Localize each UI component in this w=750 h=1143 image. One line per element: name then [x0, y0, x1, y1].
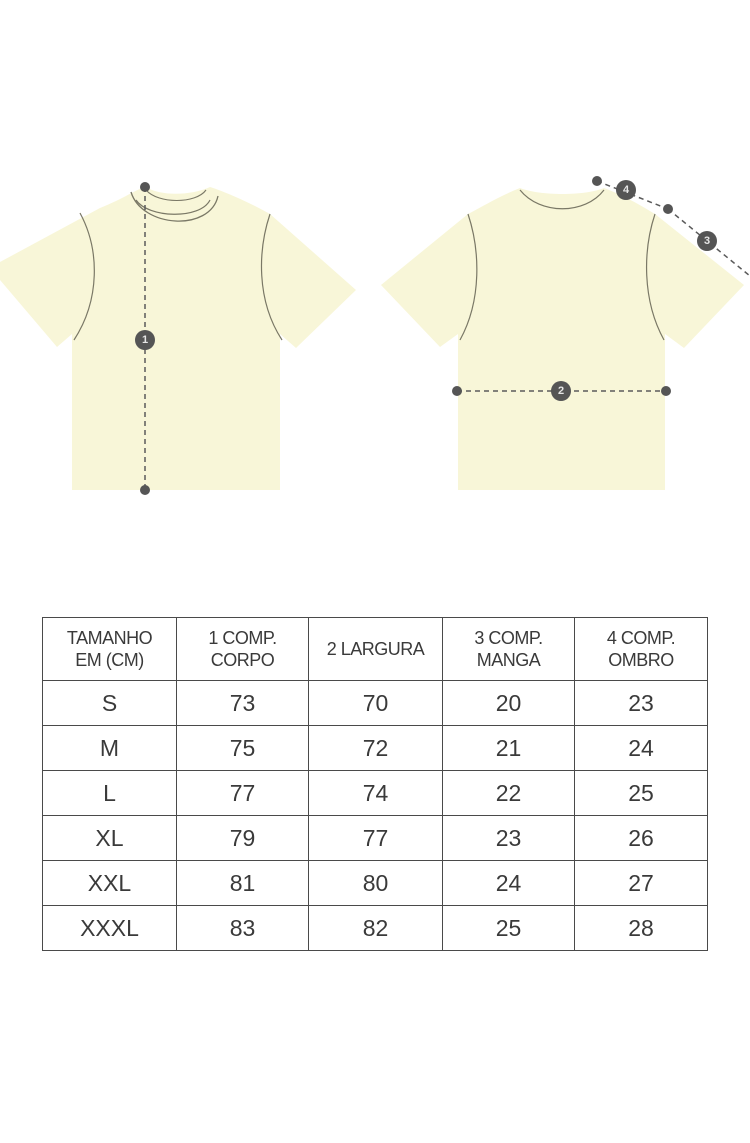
header-width-line-1: 2 LARGURA: [326, 639, 425, 659]
shoulder-length-cell: 24: [575, 726, 708, 771]
sleeve-length-cell: 20: [443, 681, 575, 726]
body-length-cell: 83: [177, 906, 309, 951]
tshirt-measurement-diagram: [0, 0, 750, 560]
marker-3-label: 3: [703, 235, 711, 247]
body-length-cell: 75: [177, 726, 309, 771]
marker-4-label: 4: [622, 184, 630, 196]
shoulder-length-cell: 23: [575, 681, 708, 726]
size-table-body: [43, 681, 708, 951]
header-sleeve-length: [443, 618, 575, 681]
width-right-dot: [661, 386, 671, 396]
front-tshirt: [0, 182, 356, 495]
width-cell: 82: [309, 906, 443, 951]
marker-2-label: 2: [557, 385, 565, 397]
table-row: [43, 726, 708, 771]
size-cell: XXL: [43, 861, 177, 906]
header-row: [43, 618, 708, 681]
size-cell: S: [43, 681, 177, 726]
shoulder-start-dot: [592, 176, 602, 186]
table-row: [43, 681, 708, 726]
header-sleeve-length-line-2: MANGA: [476, 650, 541, 670]
size-cell: M: [43, 726, 177, 771]
front-shirt-body: [0, 187, 356, 490]
width-cell: 77: [309, 816, 443, 861]
body-length-cell: 79: [177, 816, 309, 861]
header-body-length: [177, 618, 309, 681]
back-tshirt: [381, 176, 750, 490]
body-length-cell: 73: [177, 681, 309, 726]
header-size-line-2: EM (CM): [75, 650, 144, 670]
sleeve-length-cell: 22: [443, 771, 575, 816]
size-cell: XXXL: [43, 906, 177, 951]
table-row: [43, 816, 708, 861]
width-left-dot: [452, 386, 462, 396]
marker-1-label: 1: [141, 334, 149, 346]
body-length-cell: 77: [177, 771, 309, 816]
table-row: [43, 906, 708, 951]
table-row: [43, 861, 708, 906]
shoulder-length-cell: 28: [575, 906, 708, 951]
shoulder-length-cell: 26: [575, 816, 708, 861]
size-table-header: [43, 618, 708, 681]
width-cell: 74: [309, 771, 443, 816]
header-size-line-1: TAMANHO: [66, 628, 153, 648]
sleeve-length-cell: 21: [443, 726, 575, 771]
table-row: [43, 771, 708, 816]
back-shirt-body: [381, 188, 744, 490]
header-body-length-line-1: 1 COMP.: [208, 628, 277, 648]
header-shoulder-length-line-1: 4 COMP.: [606, 628, 676, 648]
size-chart-table: [42, 617, 708, 951]
body-length-cell: 81: [177, 861, 309, 906]
header-body-length-line-2: CORPO: [210, 650, 275, 670]
header-shoulder-length: [575, 618, 708, 681]
body-length-top-dot: [140, 182, 150, 192]
sleeve-length-cell: 25: [443, 906, 575, 951]
header-shoulder-length-line-2: OMBRO: [608, 650, 674, 670]
header-size: [43, 618, 177, 681]
size-cell: XL: [43, 816, 177, 861]
shoulder-length-cell: 27: [575, 861, 708, 906]
shoulder-length-cell: 25: [575, 771, 708, 816]
header-sleeve-length-line-1: 3 COMP.: [474, 628, 543, 648]
size-cell: L: [43, 771, 177, 816]
width-cell: 72: [309, 726, 443, 771]
width-cell: 70: [309, 681, 443, 726]
body-length-bottom-dot: [140, 485, 150, 495]
sleeve-length-cell: 23: [443, 816, 575, 861]
shoulder-end-dot: [663, 204, 673, 214]
width-cell: 80: [309, 861, 443, 906]
sleeve-length-cell: 24: [443, 861, 575, 906]
header-width: [309, 618, 443, 681]
